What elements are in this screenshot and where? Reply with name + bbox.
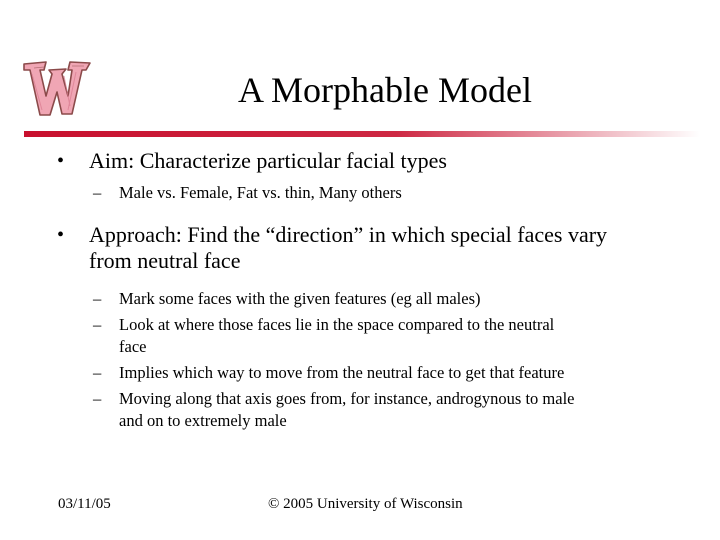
bullet-text-line-2: from neutral face [89, 248, 241, 273]
sub-bullet-text-line-1: Look at where those faces lie in the space compared to the neutral [119, 315, 555, 334]
dash-icon: – [93, 389, 102, 408]
footer-copyright: © 2005 University of Wisconsin [268, 496, 463, 512]
bullet-dot-icon: • [57, 224, 65, 246]
sub-bullet [55, 182, 695, 204]
wisconsin-w-logo-icon [20, 52, 92, 124]
slide-content [55, 148, 695, 432]
sub-bullet [55, 388, 695, 432]
title-divider [24, 131, 700, 137]
dash-icon: – [93, 363, 102, 382]
sub-bullet [55, 314, 695, 358]
sub-bullet [55, 288, 695, 310]
slide-title: A Morphable Model [238, 70, 532, 110]
sub-bullet-text: Implies which way to move from the neutral face to get that feature [119, 363, 565, 382]
bullet-text-line-1: Approach: Find the “direction” in which special faces vary [89, 222, 608, 247]
sub-bullet-text-line-1: Moving along that axis goes from, for instance, androgynous to male [119, 389, 575, 408]
sub-bullet-text-line-2: face [119, 337, 147, 356]
sub-bullet-text: Mark some faces with the given features (eg all males) [119, 289, 481, 308]
dash-icon: – [93, 289, 102, 308]
bullet-dot-icon: • [57, 150, 65, 172]
dash-icon: – [93, 315, 102, 334]
sub-bullet-text: Male vs. Female, Fat vs. thin, Many others [119, 183, 402, 202]
dash-icon: – [93, 183, 102, 202]
sub-bullet [55, 362, 695, 384]
bullet-approach [55, 222, 695, 274]
bullet-text: Aim: Characterize particular facial types [89, 148, 447, 173]
sub-bullet-text-line-2: and on to extremely male [119, 411, 287, 430]
bullet-aim [55, 148, 695, 174]
footer-date: 03/11/05 [58, 496, 111, 512]
